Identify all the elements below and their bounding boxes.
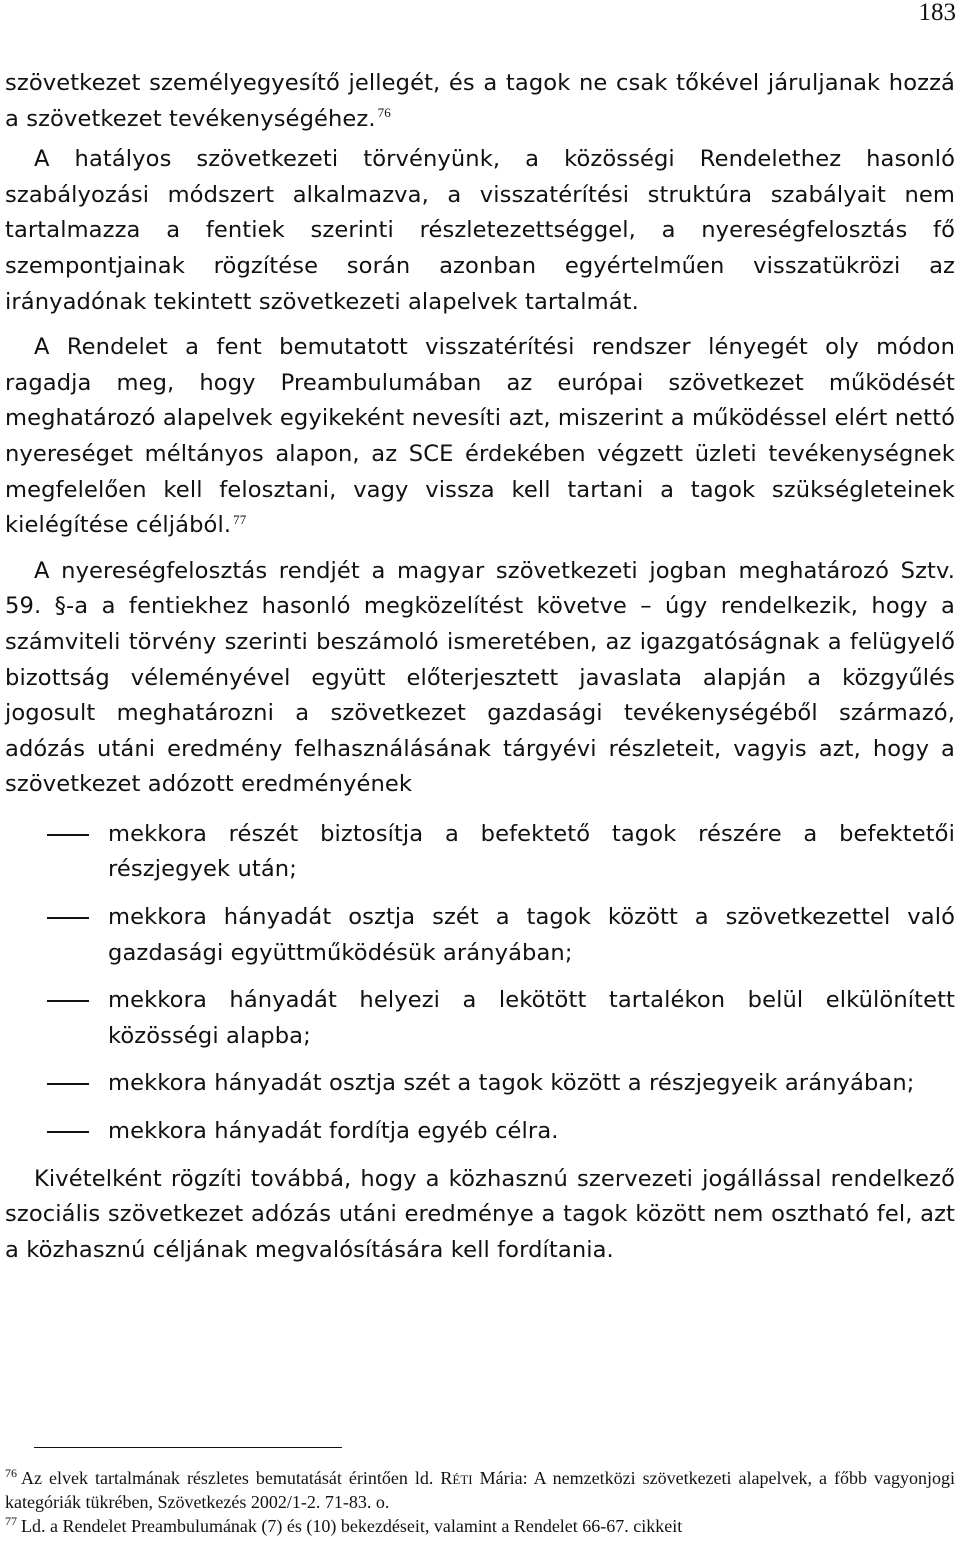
list-item: [5, 817, 955, 888]
footnote-ref-76[interactable]: 76: [377, 105, 391, 121]
dash-icon: [47, 834, 89, 836]
footnote-76: [5, 1466, 955, 1514]
dash-icon: [47, 917, 89, 919]
paragraph-3: [5, 330, 955, 544]
list-item-text: mekkora hányadát helyezi a lekötött tartalékon belül elkülönített közösségi alapba;: [108, 987, 955, 1049]
list-item-text: mekkora hányadát osztja szét a tagok között a szövetkezettel való gazdasági együttműködésük arányában;: [108, 904, 955, 966]
list-item: [5, 1114, 955, 1150]
footnote-77: [5, 1514, 955, 1538]
paragraph-2: A hatályos szövetkezeti törvényünk, a közösségi Rendelethez hasonló szabályozási módszert alkalmazva, a visszatérítési struktúra szabályait nem tartalmazza a fentiek szerinti részletezettséggel, a nyereségfelosztás fő szempontjainak rögzítése során azonban egyértelműen visszatükrözi az irányadónak tekintett szövetkezeti alapelvek tartalmát.: [5, 146, 955, 315]
paragraph-1: [5, 66, 955, 137]
dash-icon: [47, 1000, 89, 1002]
footnote-separator: [34, 1447, 342, 1448]
list-item-text: mekkora részét biztosítja a befektető tagok részére a befektetői részjegyek után;: [108, 820, 955, 883]
footnote-author-smallcaps: éti: [452, 1468, 473, 1488]
paragraph-3-text: A Rendelet a fent bemutatott visszatérítési rendszer lényegét oly módon ragadja meg, hogy Preambulumában az európai szövetkezet működését meghatározó alapelvek egyikeként nevesíti azt, miszerint a működéssel elért nettó nyereséget méltányos alapon, az SCE érdekében végzett üzleti tevékenységnek megfelelően kell felosztani, vagy vissza kell tartani a tagok szükségleteinek kielégítése céljából.: [5, 334, 955, 539]
footnote-ref-77[interactable]: 77: [233, 511, 247, 527]
list-item: [5, 983, 955, 1054]
list-item: [5, 1066, 955, 1102]
body-text: [5, 66, 955, 1268]
dash-icon: [47, 1083, 89, 1085]
bullet-list: [5, 817, 955, 1150]
dash-icon: [47, 1131, 89, 1133]
list-item-text: mekkora hányadát osztja szét a tagok között a részjegyeik arányában;: [108, 1070, 915, 1097]
footnote-number: 76: [5, 1466, 17, 1480]
footnote-text: Az elvek tartalmának részletes bemutatását érintően ld. R: [21, 1468, 453, 1488]
page-number: 183: [918, 0, 956, 26]
list-item-text: mekkora hányadát fordítja egyéb célra.: [108, 1118, 559, 1145]
footnotes: [5, 1447, 955, 1538]
footnote-number: 77: [5, 1514, 17, 1528]
list-item: [5, 900, 955, 971]
paragraph-1-text: szövetkezet személyegyesítő jellegét, és a tagok ne csak tőkével járuljanak hozzá a szövetkezet tevékenységéhez.: [5, 70, 955, 132]
footnote-text: Mária: A nemzetközi szövetkezeti alapelvek, a főbb vagyonjogi kategóriák tükrében, Szövetkezés 2002/1-2. 71-83. o.: [5, 1468, 955, 1512]
paragraph-5: Kivételként rögzíti továbbá, hogy a közhasznú szervezeti jogállással rendelkező szociális szövetkezet adózás utáni eredménye a tagok között nem osztható fel, azt a közhasznú céljának megvalósítására kell fordítania.: [5, 1165, 955, 1263]
paragraph-4: A nyereségfelosztás rendjét a magyar szövetkezeti jogban meghatározó Sztv. 59. §-a a fentiekhez hasonló megközelítést követve – úgy rendelkezik, hogy a számviteli törvény szerinti beszámoló ismeretében, az igazgatóságnak a felügyelő bizottság véleményével együtt előterjesztett javaslata alapján a közgyűlés jogosult meghatározni a szövetkezet gazdasági tevékenységéből származó, adózás utáni eredmény felhasználásának tárgyévi részleteit, vagyis azt, hogy a szövetkezet adózott eredményének: [5, 557, 955, 798]
footnote-text: Ld. a Rendelet Preambulumának (7) és (10) bekezdéseit, valamint a Rendelet 66-67. cikkeit: [21, 1516, 683, 1536]
